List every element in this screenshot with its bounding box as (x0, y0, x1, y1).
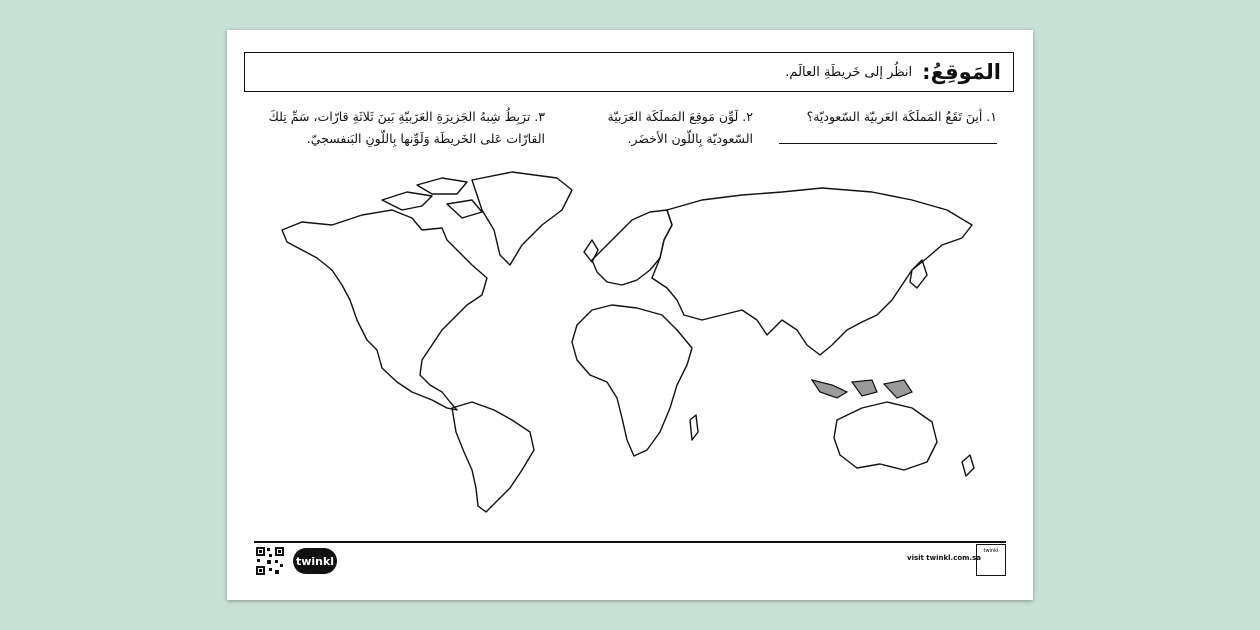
visit-link-text: visit twinkl.com.sa (907, 554, 982, 562)
page-title: المَوقِعُ: (922, 60, 1001, 84)
world-map (272, 170, 997, 515)
twinkl-badge-icon: twinkl (976, 544, 1006, 576)
asia-outline (652, 188, 972, 355)
worksheet-page (227, 30, 1033, 600)
twinkl-logo: twinkl (293, 548, 337, 574)
title-box (244, 52, 1014, 92)
question-1: ١. أينَ تَقَعُ المَملَكَة العَربيّة السّعوديّة؟ (806, 109, 997, 124)
indonesia-islands (812, 380, 912, 398)
new-zealand-outline (962, 455, 974, 476)
page-subtitle: انظُر إلى خَريطَةِ العالَم. (785, 64, 913, 80)
qr-code-icon (255, 546, 285, 576)
question-3: ٣. ترَبِطُ شِبهُ الجَزيرَةِ العَرَبيّةِ بَينَ ثَلاثَةِ قارّات، سَمِّ تِلكَ القارّات عَلى الخَريطَة وَلَوِّنها بِاللّونِ البَنفسجيّ. (268, 109, 545, 146)
madagascar-outline (690, 415, 698, 440)
greenland-outline (472, 172, 572, 265)
africa-outline (572, 305, 692, 456)
footer-line (254, 541, 1006, 543)
japan-outline (910, 260, 927, 288)
europe-outline (592, 210, 672, 285)
south-america-outline (452, 402, 534, 512)
north-america-outline (282, 210, 487, 410)
uk-outline (584, 240, 598, 262)
australia-outline (834, 402, 937, 470)
answer-line (779, 143, 997, 144)
question-2: ٢. لَوِّن مَوقِعَ المَملَكَة العَرَبيّة السّعوديّة بِاللّون الأخضَر. (607, 109, 753, 146)
